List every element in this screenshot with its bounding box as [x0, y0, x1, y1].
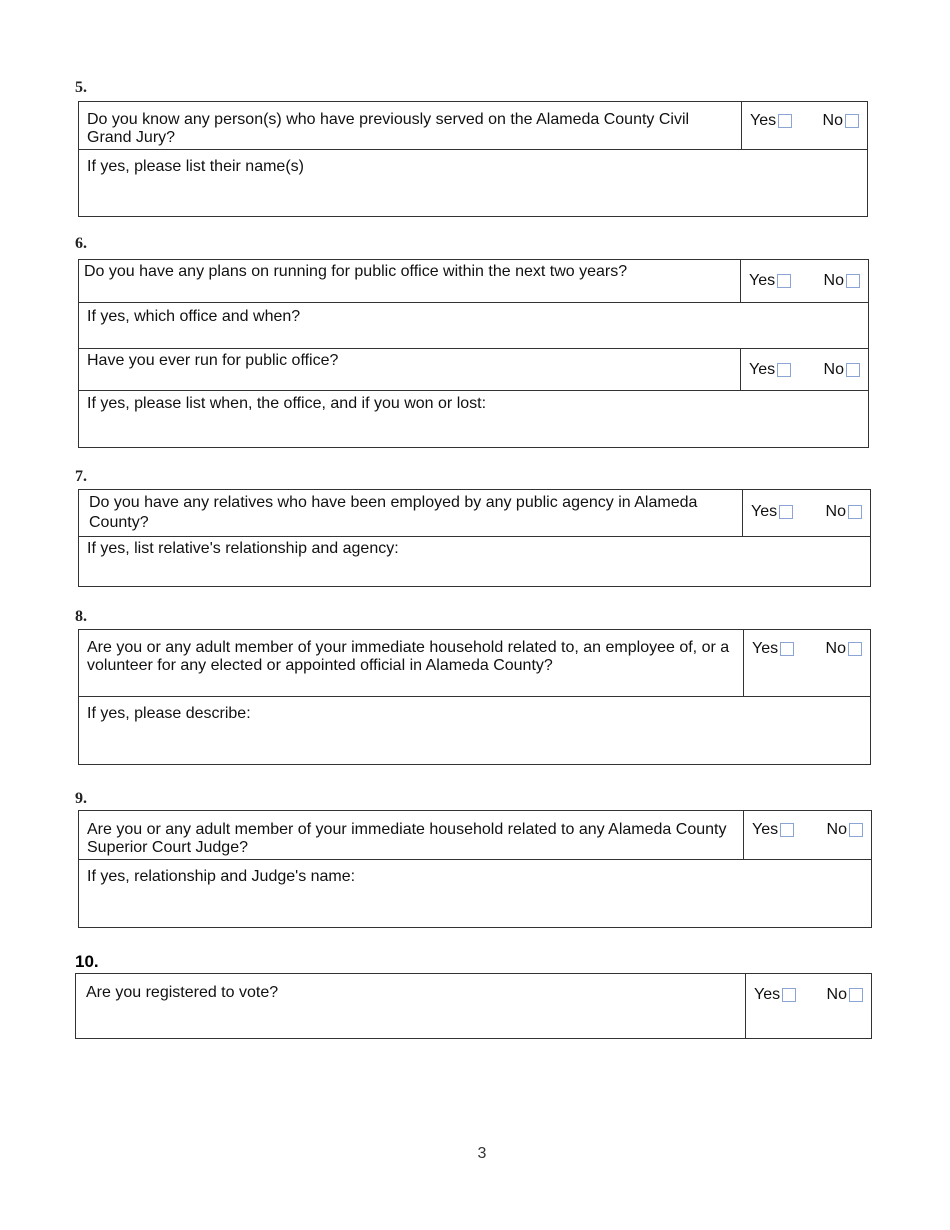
- question-10-text: Are you registered to vote?: [86, 984, 279, 1001]
- question-10-table: [75, 973, 872, 1039]
- question-9-table: [78, 810, 872, 928]
- question-number-9: 9.: [75, 790, 87, 807]
- yes-checkbox[interactable]: [777, 274, 791, 288]
- question-number-10: 10.: [75, 952, 99, 971]
- no-checkbox[interactable]: [848, 642, 862, 656]
- yes-label: Yes: [750, 112, 777, 129]
- question-5-table: [78, 101, 868, 217]
- yes-label: Yes: [754, 986, 781, 1003]
- no-checkbox[interactable]: [849, 823, 863, 837]
- yes-label: Yes: [752, 821, 779, 838]
- question-7-answer: [742, 490, 870, 536]
- yes-checkbox[interactable]: [779, 505, 793, 519]
- question-9-answer: [743, 811, 871, 859]
- no-label: No: [822, 112, 843, 129]
- question-6b-followup[interactable]: If yes, please list when, the office, and if you won or lost:: [87, 395, 487, 412]
- yes-label: Yes: [752, 640, 779, 657]
- question-9-text: Are you or any adult member of your immediate household related to any Alameda County Superior Court Judge?: [87, 821, 727, 856]
- no-label: No: [826, 986, 847, 1003]
- no-label: No: [825, 640, 846, 657]
- no-label: No: [823, 361, 844, 378]
- question-6-followup[interactable]: If yes, which office and when?: [87, 308, 301, 325]
- yes-checkbox[interactable]: [780, 642, 794, 656]
- yes-checkbox[interactable]: [778, 114, 792, 128]
- question-6-table: [78, 259, 869, 448]
- no-checkbox[interactable]: [846, 274, 860, 288]
- yes-label: Yes: [751, 503, 778, 520]
- page-number: 3: [477, 1145, 487, 1162]
- question-number-6: 6.: [75, 235, 87, 252]
- no-checkbox[interactable]: [849, 988, 863, 1002]
- question-6b-text: Have you ever run for public office?: [87, 352, 339, 369]
- question-10-answer: [745, 974, 871, 1038]
- question-number-7: 7.: [75, 468, 87, 485]
- question-6-answer: [740, 260, 868, 302]
- question-6-text: Do you have any plans on running for public office within the next two years?: [84, 263, 628, 280]
- no-label: No: [826, 821, 847, 838]
- question-8-table: [78, 629, 871, 765]
- yes-label: Yes: [749, 272, 776, 289]
- yes-checkbox[interactable]: [780, 823, 794, 837]
- question-7-followup[interactable]: If yes, list relative's relationship and agency:: [87, 540, 399, 557]
- question-7-table: [78, 489, 871, 587]
- no-label: No: [825, 503, 846, 520]
- question-5-text: Do you know any person(s) who have previously served on the Alameda County Civil Grand Jury?: [87, 111, 690, 146]
- question-8-followup[interactable]: If yes, please describe:: [87, 705, 251, 722]
- question-9-followup[interactable]: If yes, relationship and Judge's name:: [87, 868, 356, 885]
- question-number-5: 5.: [75, 79, 87, 96]
- yes-checkbox[interactable]: [777, 363, 791, 377]
- question-5-followup[interactable]: If yes, please list their name(s): [87, 158, 304, 175]
- yes-checkbox[interactable]: [782, 988, 796, 1002]
- no-checkbox[interactable]: [845, 114, 859, 128]
- question-number-8: 8.: [75, 608, 87, 625]
- question-6b-answer: [740, 349, 868, 390]
- yes-label: Yes: [749, 361, 776, 378]
- question-7-text: Do you have any relatives who have been employed by any public agency in Alameda County?: [89, 494, 698, 531]
- no-label: No: [823, 272, 844, 289]
- no-checkbox[interactable]: [846, 363, 860, 377]
- no-checkbox[interactable]: [848, 505, 862, 519]
- question-5-answer: [741, 102, 867, 149]
- question-8-answer: [743, 630, 870, 696]
- question-8-text: Are you or any adult member of your immediate household related to, an employee of, or a volunteer for any elected or appointed official in Alameda County?: [87, 639, 730, 674]
